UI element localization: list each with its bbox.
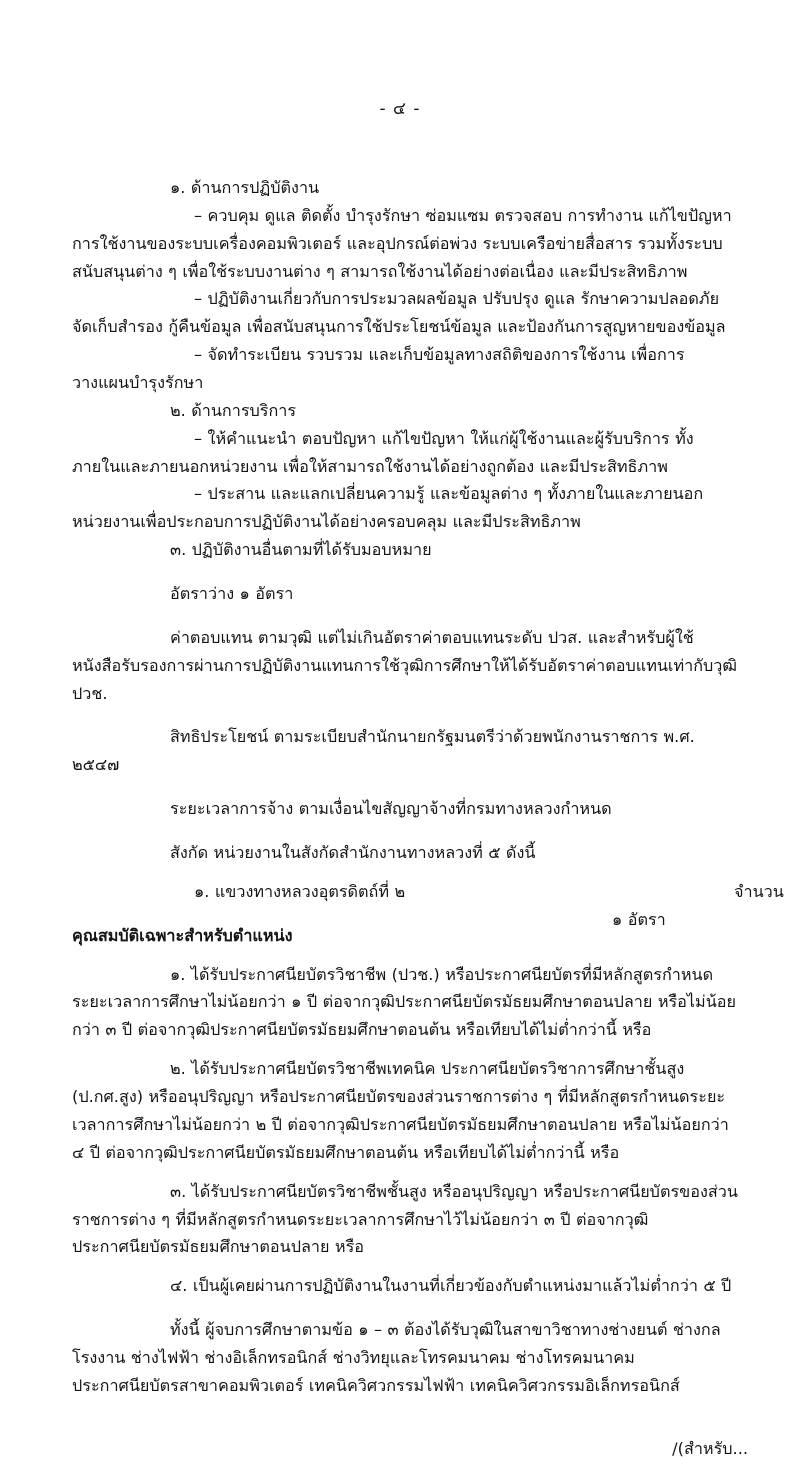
benefits-line: สิทธิประโยชน์ ตามระเบียบสำนักนายกรัฐมนตรีว่าด้วยพนักงานราชการ พ.ศ. ๒๕๔๗	[72, 727, 695, 775]
duties-item-1-1: – ควบคุม ดูแล ติดตั้ง บำรุงรักษา ซ่อมแซม ตรวจสอบ การทำงาน แก้ไขปัญหาการใช้งานของระบบเครื่องคอมพิวเตอร์ และอุปกรณ์ต่อพ่วง ระบบเครือข่ายสื่อสาร รวมทั้งระบบสนับสนุนต่าง ๆ เพื่อใช้ระบบงานต่าง ๆ สามารถใช้งานได้อย่างต่อเนื่อง และมีประสิทธิภาพ	[72, 205, 732, 281]
qualifications-heading: คุณสมบัติเฉพาะสำหรับตำแหน่ง	[72, 925, 293, 945]
compensation-line: ค่าตอบแทน ตามวุฒิ แต่ไม่เกินอัตราค่าตอบแทนระดับ ปวส. และสำหรับผู้ใช้หนังสือรับรองการผ่านการปฏิบัติงานแทนการใช้วุฒิการศึกษาให้ได้รับอัตราค่าตอบแทนเท่ากับวุฒิ ปวช.	[72, 627, 738, 703]
duties-item-1-3: – จัดทำระเบียน รวบรวม และเก็บข้อมูลทางสถิติของการใช้งาน เพื่อการวางแผนบำรุงรักษา	[72, 345, 685, 393]
document-page	[0, 95, 800, 1458]
qualification-item-1: ๑. ได้รับประกาศนียบัตรวิชาชีพ (ปวช.) หรือประกาศนียบัตรที่มีหลักสูตรกำหนดระยะเวลาการศึกษาไม่น้อยกว่า ๑ ปี ต่อจากวุฒิประกาศนียบัตรมัธยมศึกษาตอนปลาย หรือไม่น้อยกว่า ๓ ปี ต่อจากวุฒิประกาศนียบัตรมัธยมศึกษาตอนต้น หรือเทียบได้ไม่ต่ำกว่านี้ หรือ	[72, 964, 736, 1040]
affiliation-row-label: ๑. แขวงทางหลวงอุตรดิตถ์ที่ ๒	[194, 881, 406, 901]
affiliation-row-quantity: จำนวน ๑ อัตรา	[612, 881, 784, 929]
duties-item-2-1: – ให้คำแนะนำ ตอบปัญหา แก้ไขปัญหา ให้แก่ผู้ใช้งานและผู้รับบริการ ทั้งภายในและภายนอกหน่วยงาน เพื่อให้สามารถใช้งานได้อย่างถูกต้อง และมีประสิทธิภาพ	[72, 428, 694, 476]
duties-heading-3: ๓. ปฏิบัติงานอื่นตามที่ได้รับมอบหมาย	[170, 540, 432, 560]
qualification-item-4: ๔. เป็นผู้เคยผ่านการปฏิบัติงานในงานที่เกี่ยวข้องกับตำแหน่งมาแล้วไม่ต่ำกว่า ๕ ปี	[170, 1276, 732, 1296]
document-body	[0, 174, 800, 1400]
affiliation-line: สังกัด หน่วยงานในสังกัดสำนักงานทางหลวงที่ ๕ ดังนี้	[170, 843, 536, 863]
vacancy-line: อัตราว่าง ๑ อัตรา	[170, 584, 294, 604]
duties-item-1-2: – ปฏิบัติงานเกี่ยวกับการประมวลผลข้อมูล ปรับปรุง ดูแล รักษาความปลอดภัย จัดเก็บสำรอง กู้คืนข้อมูล เพื่อสนับสนุนการใช้ประโยชน์ข้อมูล และป้องกันการสูญหายของข้อมูล	[72, 289, 726, 337]
affiliation-row	[72, 878, 784, 929]
duties-heading-1: ๑. ด้านการปฏิบัติงาน	[170, 178, 320, 197]
contract-period-line: ระยะเวลาการจ้าง ตามเงื่อนไขสัญญาจ้างที่กรมทางหลวงกำหนด	[170, 799, 612, 819]
qualifications-closing: ทั้งนี้ ผู้จบการศึกษาตามข้อ ๑ – ๓ ต้องได้รับวุฒิในสาขาวิชาทางช่างยนต์ ช่างกลโรงงาน ช่างไฟฟ้า ช่างอิเล็กทรอนิกส์ ช่างวิทยุและโทรคมนาคม ช่างโทรคมนาคม ประกาศนียบัตรสาขาคอมพิวเตอร์ เทคนิควิศวกรรมไฟฟ้า เทคนิควิศวกรรมอิเล็กทรอนิกส์	[72, 1320, 721, 1395]
duties-heading-2: ๒. ด้านการบริการ	[170, 400, 297, 420]
qualification-item-2: ๒. ได้รับประกาศนียบัตรวิชาชีพเทคนิค ประกาศนียบัตรวิชาการศึกษาชั้นสูง (ป.กศ.สูง) หรืออนุปริญญา หรือประกาศนียบัตรของส่วนราชการต่าง ๆ ที่มีหลักสูตรกำหนดระยะเวลาการศึกษาไม่น้อยกว่า ๒ ปี ต่อจากวุฒิประกาศนียบัตรมัธยมศึกษาตอนปลาย หรือไม่น้อยกว่า ๔ ปี ต่อจากวุฒิประกาศนียบัตรมัธยมศึกษาตอนต้น หรือเทียบได้ไม่ต่ำกว่านี้ หรือ	[72, 1059, 729, 1162]
qualification-item-3: ๓. ได้รับประกาศนียบัตรวิชาชีพชั้นสูง หรืออนุปริญญา หรือประกาศนียบัตรของส่วนราชการต่าง ๆ ที่มีหลักสูตรกำหนดระยะเวลาการศึกษาไว้ไม่น้อยกว่า ๓ ปี ต่อจากวุฒิประกาศนียบัตรมัธยมศึกษาตอนปลาย หรือ	[72, 1181, 738, 1257]
footer-note: /(สำหรับ...	[672, 1438, 748, 1458]
page-number: - ๔ -	[379, 99, 421, 119]
duties-item-2-2: – ประสาน และแลกเปลี่ยนความรู้ และข้อมูลต่าง ๆ ทั้งภายในและภายนอกหน่วยงานเพื่อประกอบการปฏิบัติงานได้อย่างครอบคลุม และมีประสิทธิภาพ	[72, 484, 704, 532]
